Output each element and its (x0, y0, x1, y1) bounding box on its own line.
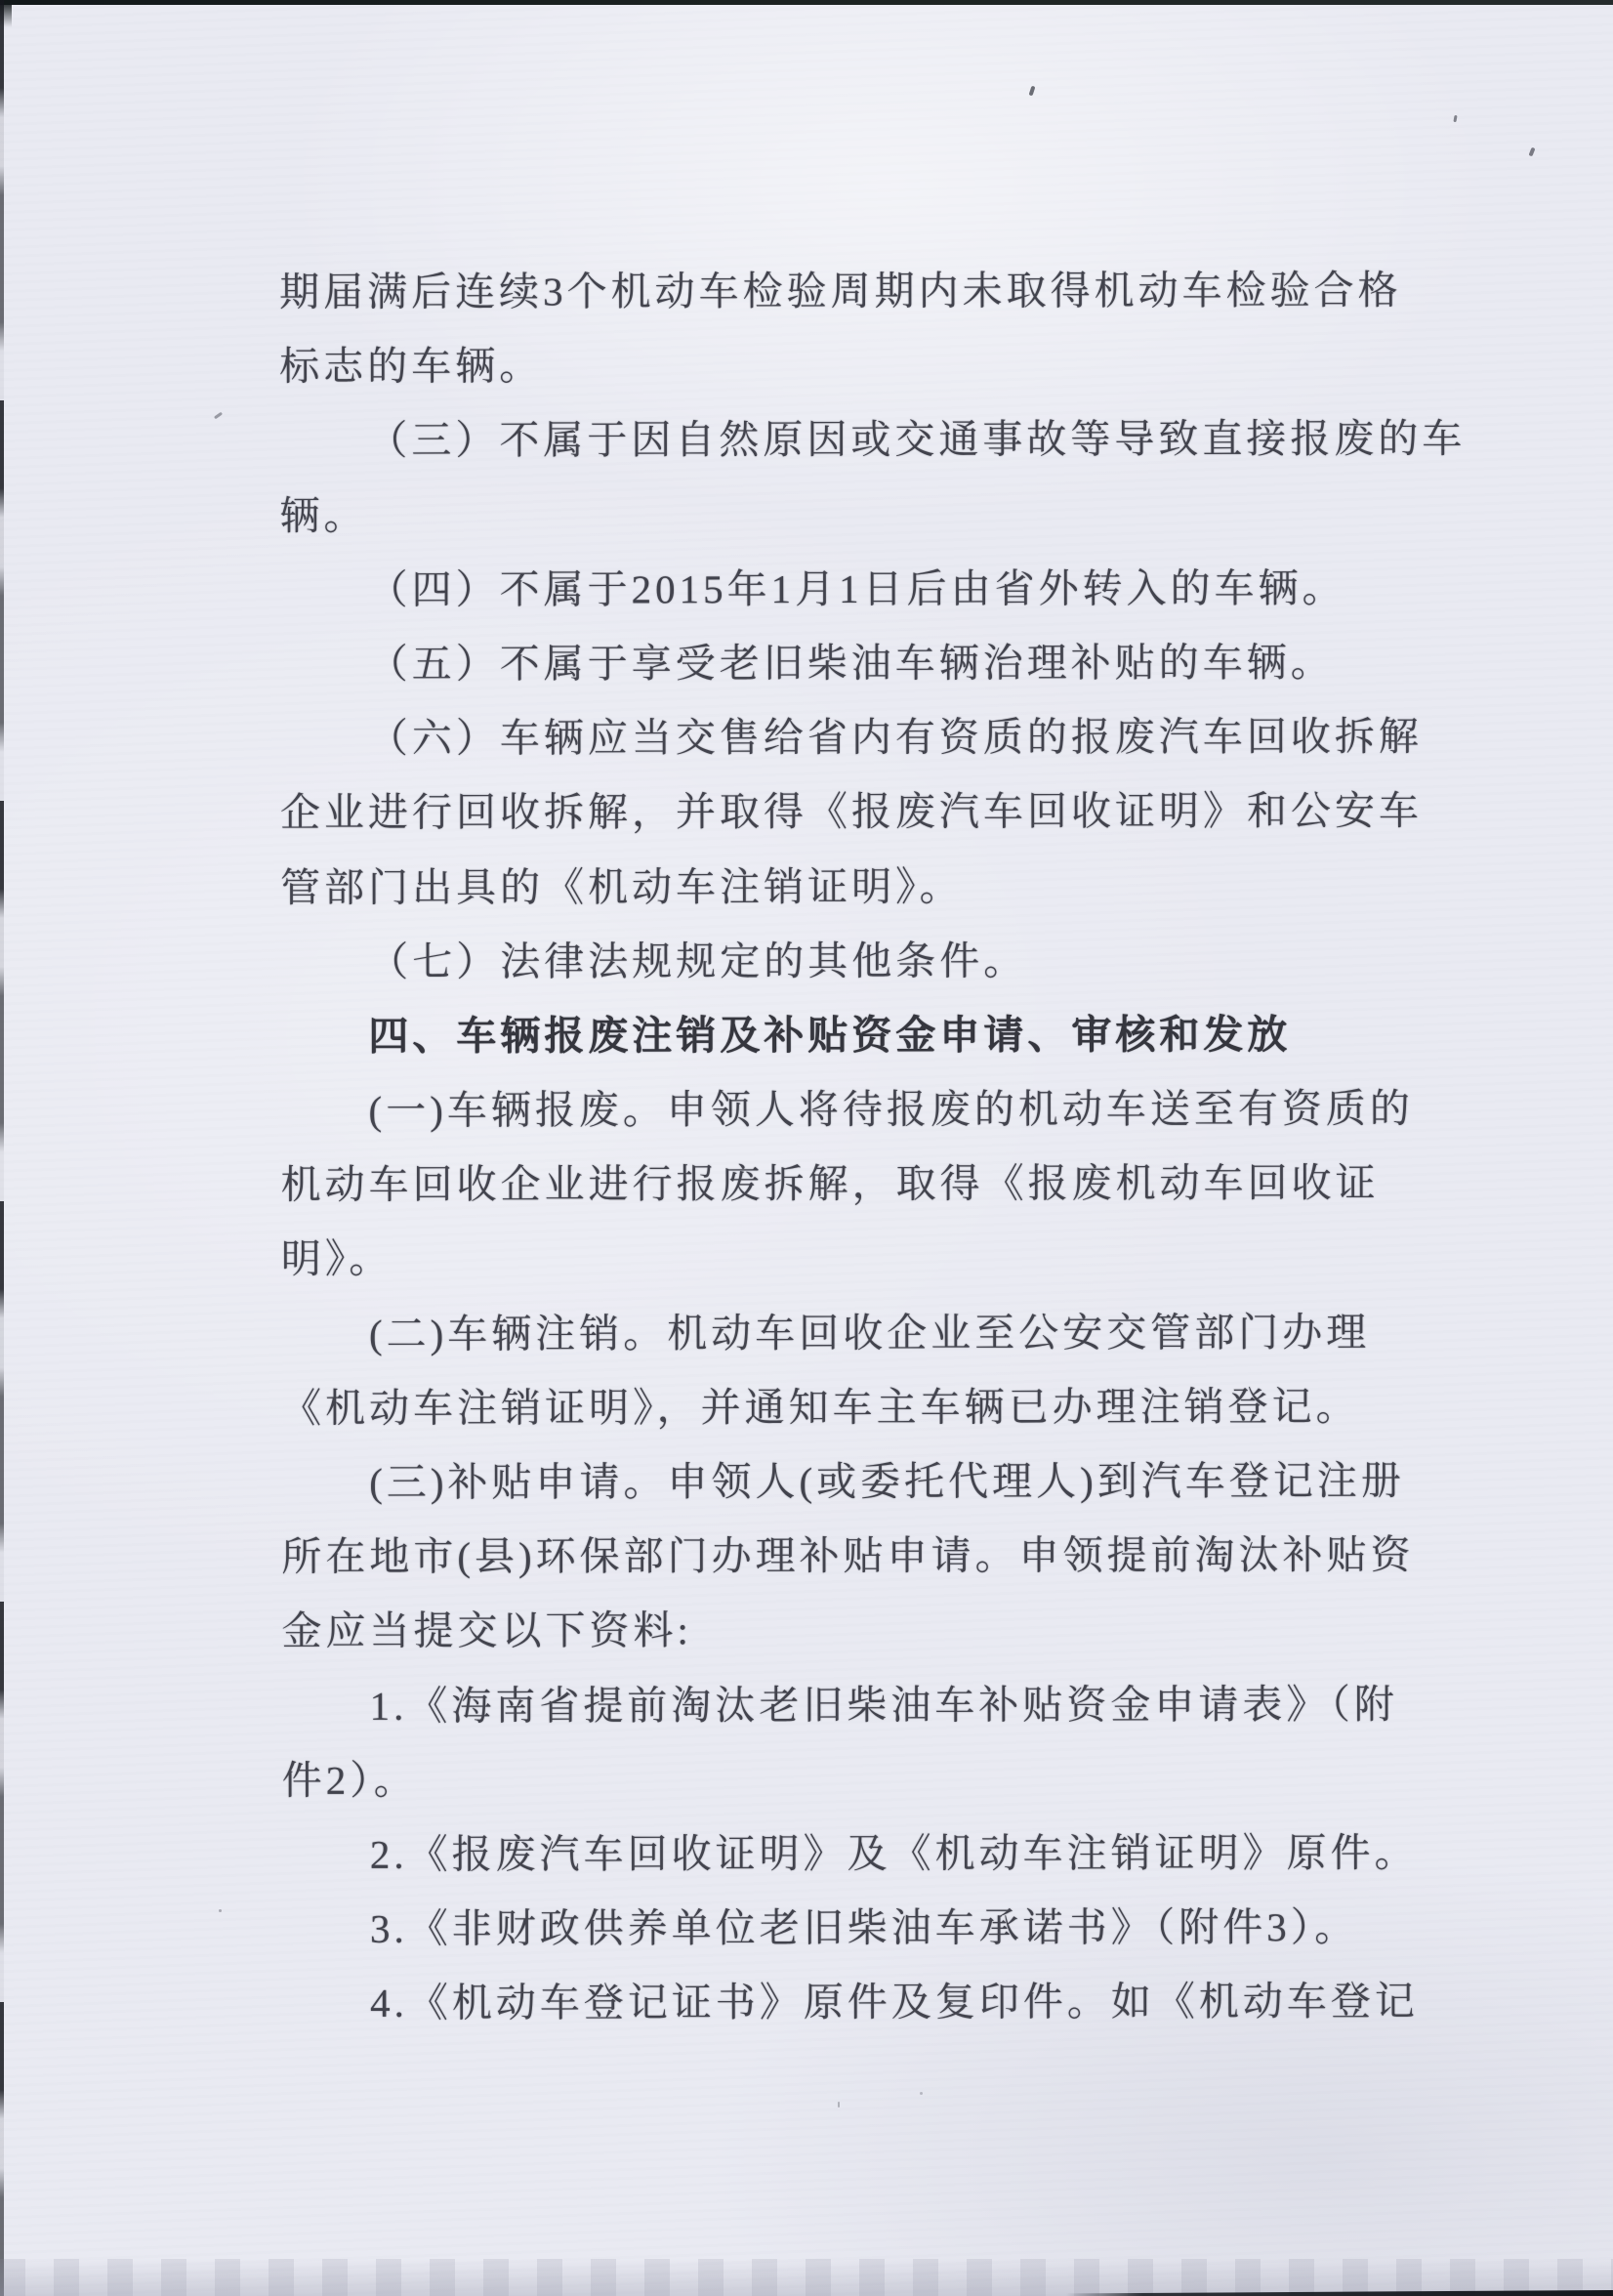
text-line: （五）不属于享受老旧柴油车辆治理补贴的车辆。 (367, 640, 1335, 687)
list-item-line: 3.《非财政供养单位老旧柴油车承诺书》（附件3）。 (369, 1904, 1359, 1951)
text-line: (一)车辆报废。申领人将待报废的机动车送至有资质的 (368, 1086, 1414, 1133)
text-line: 所在地市(县)环保部门办理补贴申请。申领提前淘汰补贴资 (281, 1532, 1415, 1580)
text-line: （七）法律法规规定的其他条件。 (368, 938, 1028, 984)
list-item-line: 4.《机动车登记证书》原件及复印件。如《机动车登记 (370, 1979, 1419, 2026)
dust-speck (1029, 86, 1036, 97)
dust-speck (219, 1909, 222, 1912)
text-line: 件2）。 (281, 1757, 418, 1803)
dust-speck (214, 412, 223, 420)
text-line: （六）车辆应当交售给省内有资质的报废汽车回收拆解 (367, 714, 1423, 761)
text-line: (二)车辆注销。机动车回收企业至公安交管部门办理 (368, 1309, 1371, 1357)
text-line: 明》。 (280, 1236, 393, 1282)
list-item-line: 2.《报废汽车回收证明》及《机动车注销证明》原件。 (369, 1829, 1419, 1877)
text-line: （四）不属于2015年1月1日后由省外转入的车辆。 (367, 564, 1346, 612)
text-line: 金应当提交以下资料: (281, 1607, 692, 1654)
text-line: 辆。 (279, 492, 368, 538)
dust-speck (920, 2092, 923, 2095)
dust-speck (838, 2102, 840, 2108)
text-line: （三）不属于因自然原因或交通事故等导致直接报废的车 (367, 416, 1467, 464)
text-line: 机动车回收企业进行报废拆解，取得《报废机动车回收证 (280, 1160, 1380, 1208)
text-line: 标志的车辆。 (279, 343, 544, 390)
text-line: (三)补贴申请。申领人(或委托代理人)到汽车登记注册 (369, 1457, 1405, 1505)
scan-edge-left (0, 0, 4, 2296)
text-line: 《机动车注销证明》，并通知车主车辆已办理注销登记。 (281, 1383, 1360, 1431)
dust-speck (1528, 147, 1535, 157)
scan-edge-top (0, 0, 1613, 5)
text-line: 管部门出具的《机动车注销证明》。 (280, 863, 964, 910)
document-body (279, 253, 1467, 2041)
text-line: 期届满后连续3个机动车检验周期内未取得机动车检验合格 (279, 267, 1402, 314)
text-line: 企业进行回收拆解，并取得《报废汽车回收证明》和公安车 (279, 788, 1424, 836)
dust-speck (1453, 115, 1457, 122)
list-item-line: 1.《海南省提前淘汰老旧柴油车补贴资金申请表》（附 (369, 1681, 1398, 1729)
scan-shadow-bottom (0, 2259, 1613, 2296)
section-heading: 四、车辆报废注销及补贴资金申请、审核和发放 (368, 1012, 1292, 1059)
